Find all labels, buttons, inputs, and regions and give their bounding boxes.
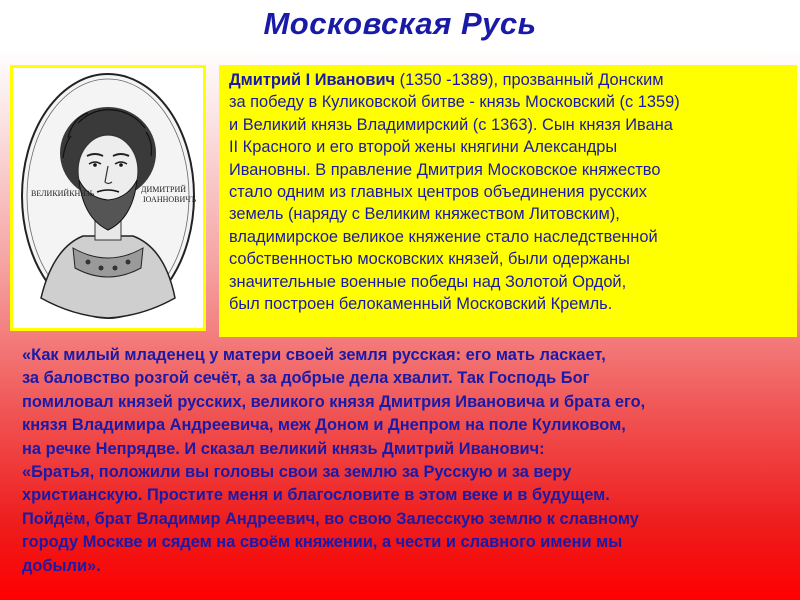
bio-line: Дмитрий I Иванович (1350 -1389), прозванный Донским (229, 71, 664, 89)
quote-line: «Как милый младенец у матери своей земля русская: его мать ласкает, (22, 346, 606, 364)
chronicle-quote (22, 344, 797, 578)
bio-line: был построен белокаменный Московский Кремль. (229, 295, 613, 314)
page-title: Московская Русь (263, 6, 537, 41)
portrait-frame (10, 65, 206, 331)
svg-text:ВЕЛИКИЙКНЯЗЬ: ВЕЛИКИЙКНЯЗЬ (31, 189, 95, 198)
quote-line: помиловал князей русских, великого князя Дмитрия Ивановича и брата его, (22, 392, 646, 411)
quote-line: князя Владимира Андреевича, меж Доном и Днепром на поле Куликовом, (22, 416, 626, 435)
bio-line: значительные военные победы над Золотой Ордой, (229, 272, 627, 291)
bio-line: за победу в Куликовской битве - князь Московский (с 1359) (229, 93, 680, 112)
svg-text:ДИМИТРИЙ: ДИМИТРИЙ (141, 185, 187, 194)
bio-line: и Великий князь Владимирский (с 1363). Сын князя Ивана (229, 115, 673, 134)
portrait-engraving-icon (13, 68, 203, 328)
quote-line: добыли». (22, 556, 101, 575)
quote-line: христианскую. Простите меня и благословите в этом веке и в будущем. (22, 486, 610, 505)
quote-line: городу Москве и сядем на своём княжении, а чести и славного имени мы (22, 533, 623, 552)
bio-name: Дмитрий I Иванович (229, 71, 396, 89)
bio-line: Ивановны. В правление Дмитрия Московское княжество (229, 160, 661, 179)
bio-line: владимирское великое княжение стало наследственной (229, 227, 658, 246)
bio-line: земель (наряду с Великим княжеством Литовским), (229, 205, 620, 224)
quote-line: «Братья, положили вы головы свои за землю за Русскую и за веру (22, 463, 572, 482)
quote-line: Пойдём, брат Владимир Андреевич, во свою Залесскую землю к славному (22, 509, 639, 528)
quote-line: на речке Непрядве. И сказал великий князь Дмитрий Иванович: (22, 439, 545, 458)
bio-line: II Красного и его второй жены княгини Александры (229, 138, 618, 157)
biography-text-box (219, 65, 797, 337)
bio-line: собственностью московских князей, были одержаны (229, 250, 630, 269)
portrait-image (13, 68, 203, 328)
quote-line: за баловство розгой сечёт, а за добрые дела хвалит. Так Господь Бог (22, 369, 590, 388)
bio-line: стало одним из главных центров объединения русских (229, 183, 647, 202)
svg-text:ІОАННОВИЧЪ: ІОАННОВИЧЪ (143, 195, 197, 204)
